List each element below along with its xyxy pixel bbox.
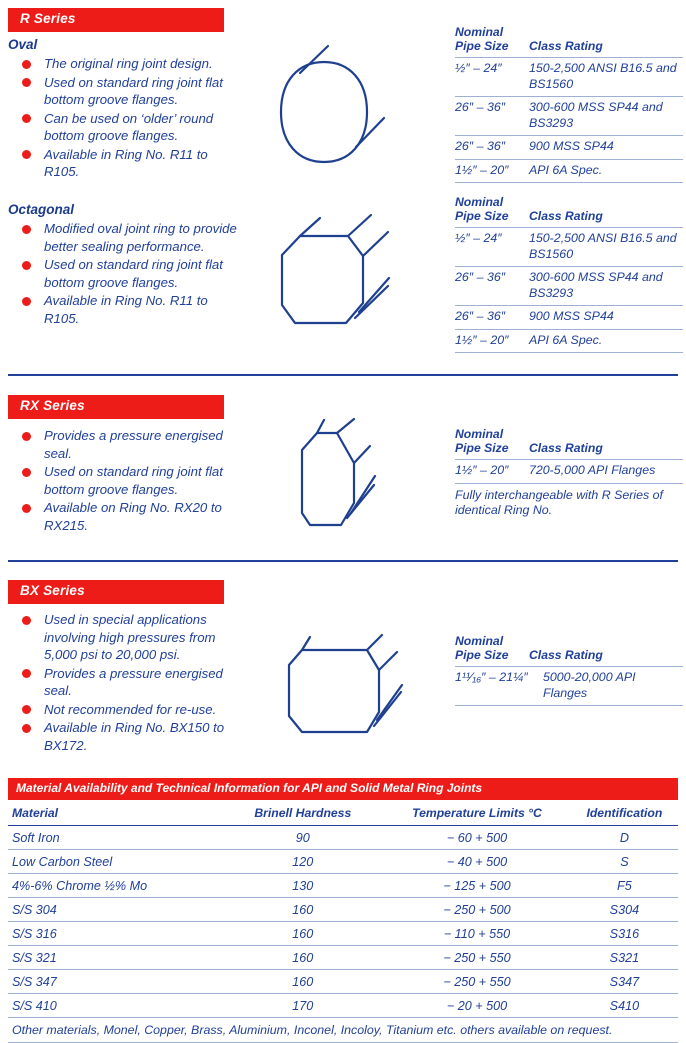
section-divider-rule [8,374,678,376]
spec-table-footnote: Fully interchangeable with R Series of identical Ring No. [455,483,683,519]
list-item-text: Available in Ring No. R11 to R105. [44,146,208,179]
cell-temperature: − 60 + 500 [383,826,571,850]
cell-brinell: 160 [222,946,383,970]
cell-pipe-size: 26″ – 36″ [455,309,506,323]
cell-class-rating: API 6A Spec. [529,162,603,177]
cell-identification: S304 [571,898,678,922]
list-item-text: Available in Ring No. R11 to R105. [44,293,208,326]
cell-brinell: 90 [222,826,383,850]
list-item-text: Used on standard ring joint flat bottom groove flanges. [44,74,223,107]
spec-col-nominal-pipe-size: Nominal Pipe Size [455,25,509,53]
section-banner-r-series: R Series [8,8,224,32]
oval-ring-joint-diagram [258,30,438,195]
table-row [455,666,683,705]
cell-temperature: − 20 + 500 [383,994,571,1018]
section-banner-rx-series: RX Series [8,395,224,419]
bullet-dot-icon [22,297,31,306]
bullet-dot-icon [22,705,31,714]
cell-pipe-size: 1¹¹⁄₁₆″ – 21¼″ [455,670,528,684]
list-item [8,719,240,754]
spec-col-nominal-pipe-size: Nominal Pipe Size [455,427,509,455]
cell-temperature: − 110 + 550 [383,922,571,946]
spec-table-header [455,635,683,666]
table-row [455,135,683,159]
material-availability-table [8,778,678,1043]
cell-class-rating: 300-600 MSS SP44 and BS3293 [529,100,663,130]
column-header-material: Material [8,800,222,826]
spec-table-header [455,196,683,227]
bullet-dot-icon [22,261,31,270]
cell-identification: S410 [571,994,678,1018]
table-header-row [8,800,678,826]
bullet-list-octagonal [8,220,240,328]
list-item [8,220,240,255]
bullet-dot-icon [22,225,31,234]
list-item-text: Available in Ring No. BX150 to BX172. [44,720,225,753]
list-item [8,611,240,664]
cell-brinell: 160 [222,922,383,946]
cell-pipe-size: ½″ – 24″ [455,231,502,245]
spec-col-class-rating: Class Rating [529,38,603,53]
table-row [455,305,683,329]
table-row [8,850,678,874]
cell-brinell: 160 [222,898,383,922]
list-item-text: Used on standard ring joint flat bottom groove flanges. [44,464,223,497]
subsection-heading-octagonal: Octagonal [8,202,75,217]
cell-class-rating: 900 MSS SP44 [529,309,614,323]
spec-table-octagonal [455,196,683,353]
cell-identification: S316 [571,922,678,946]
spec-col-nominal-pipe-size: Nominal Pipe Size [455,195,509,223]
list-item [8,427,240,462]
cell-temperature: − 125 + 500 [383,874,571,898]
material-table [8,800,678,1018]
list-item-text: Modified oval joint ring to provide better sealing performance. [44,221,237,254]
column-header-temperature-limits: Temperature Limits °C [383,800,571,826]
spec-table-bx-series [455,635,683,706]
bullet-dot-icon [22,616,31,625]
table-bottom-rule [455,705,683,706]
list-item [8,463,240,498]
cell-identification: S [571,850,678,874]
bullet-dot-icon [22,468,31,477]
subsection-heading-oval: Oval [8,37,38,52]
spec-table-header [455,26,683,57]
list-item [8,256,240,291]
bullet-dot-icon [22,669,31,678]
cell-temperature: − 40 + 500 [383,850,571,874]
cell-identification: D [571,826,678,850]
list-item-text: Used on standard ring joint flat bottom groove flanges. [44,257,223,290]
list-item-text: Available on Ring No. RX20 to RX215. [44,500,222,533]
table-row [455,159,683,183]
table-row [8,946,678,970]
cell-material: Soft Iron [8,826,222,850]
cell-material: Low Carbon Steel [8,850,222,874]
list-item [8,74,240,109]
table-row [455,266,683,305]
list-item-text: Can be used on ‘older’ round bottom groove flanges. [44,110,214,143]
cell-temperature: − 250 + 500 [383,898,571,922]
list-item [8,55,240,73]
cell-brinell: 130 [222,874,383,898]
cell-class-rating: 300-600 MSS SP44 and BS3293 [529,270,663,300]
section-banner-bx-series: BX Series [8,580,224,604]
bullet-dot-icon [22,114,31,123]
bullet-dot-icon [22,60,31,69]
cell-pipe-size: 1½″ – 20″ [455,463,509,477]
bullet-dot-icon [22,150,31,159]
table-row [8,826,678,850]
list-item [8,499,240,534]
cell-material: S/S 347 [8,970,222,994]
cell-temperature: − 250 + 550 [383,970,571,994]
cell-identification: S321 [571,946,678,970]
cell-brinell: 170 [222,994,383,1018]
table-row [8,874,678,898]
table-row [8,898,678,922]
table-row [8,994,678,1018]
cell-temperature: − 250 + 550 [383,946,571,970]
list-item-text: Provides a pressure energised seal. [44,665,223,698]
cell-class-rating: 5000-20,000 API Flanges [543,670,636,700]
spec-col-class-rating: Class Rating [529,440,603,455]
cell-material: S/S 410 [8,994,222,1018]
cell-brinell: 120 [222,850,383,874]
octagonal-ring-joint-diagram [258,208,443,358]
spec-table-header [455,428,683,459]
material-table-banner: Material Availability and Technical Information for API and Solid Metal Ring Joints [8,778,678,800]
list-item [8,665,240,700]
cell-brinell: 160 [222,970,383,994]
cell-identification: F5 [571,874,678,898]
bullet-dot-icon [22,78,31,87]
cell-pipe-size: 26″ – 36″ [455,139,506,153]
cell-pipe-size: 26″ – 36″ [455,100,506,114]
cell-pipe-size: 26″ – 36″ [455,270,506,284]
cell-material: 4%-6% Chrome ½% Mo [8,874,222,898]
bullet-dot-icon [22,432,31,441]
bullet-list-rx-series [8,427,240,535]
spec-col-class-rating: Class Rating [529,208,603,223]
column-header-brinell-hardness: Brinell Hardness [222,800,383,826]
cell-class-rating: 150-2,500 ANSI B16.5 and BS1560 [529,231,677,261]
list-item [8,110,240,145]
list-item-text: Provides a pressure energised seal. [44,428,223,461]
cell-pipe-size: 1½″ – 20″ [455,332,509,347]
spec-table-oval [455,26,683,183]
spec-col-class-rating: Class Rating [529,647,603,662]
cell-class-rating: 150-2,500 ANSI B16.5 and BS1560 [529,61,677,91]
bullet-list-oval [8,55,240,182]
bx-ring-joint-diagram [262,620,437,755]
list-item [8,292,240,327]
table-row [455,329,683,353]
cell-pipe-size: ½″ – 24″ [455,61,502,75]
list-item-text: Not recommended for re-use. [44,701,217,717]
section-divider-rule [8,560,678,562]
spec-table-rx-series [455,428,683,519]
table-row [8,922,678,946]
bullet-dot-icon [22,504,31,513]
material-table-note: Other materials, Monel, Copper, Brass, Aluminium, Inconel, Incoloy, Titanium etc. others available on request. [8,1018,678,1043]
cell-identification: S347 [571,970,678,994]
spec-col-nominal-pipe-size: Nominal Pipe Size [455,634,509,662]
table-row [455,459,683,483]
bullet-dot-icon [22,724,31,733]
cell-material: S/S 316 [8,922,222,946]
bullet-list-bx-series [8,611,240,755]
table-row [455,227,683,266]
list-item-text: Used in special applications involving high pressures from 5,000 psi to 20,000 psi. [44,612,216,662]
table-bottom-rule [455,182,683,183]
cell-class-rating: 900 MSS SP44 [529,139,614,153]
list-item-text: The original ring joint design. [44,56,213,71]
table-row [455,57,683,96]
cell-class-rating: 720-5,000 API Flanges [529,463,656,477]
cell-pipe-size: 1½″ – 20″ [455,162,509,177]
cell-material: S/S 304 [8,898,222,922]
table-bottom-rule [455,352,683,353]
rx-ring-joint-diagram [262,408,437,553]
cell-class-rating: API 6A Spec. [529,332,603,347]
table-row [8,970,678,994]
list-item [8,701,240,719]
table-row [455,96,683,135]
column-header-identification: Identification [571,800,678,826]
cell-material: S/S 321 [8,946,222,970]
list-item [8,146,240,181]
